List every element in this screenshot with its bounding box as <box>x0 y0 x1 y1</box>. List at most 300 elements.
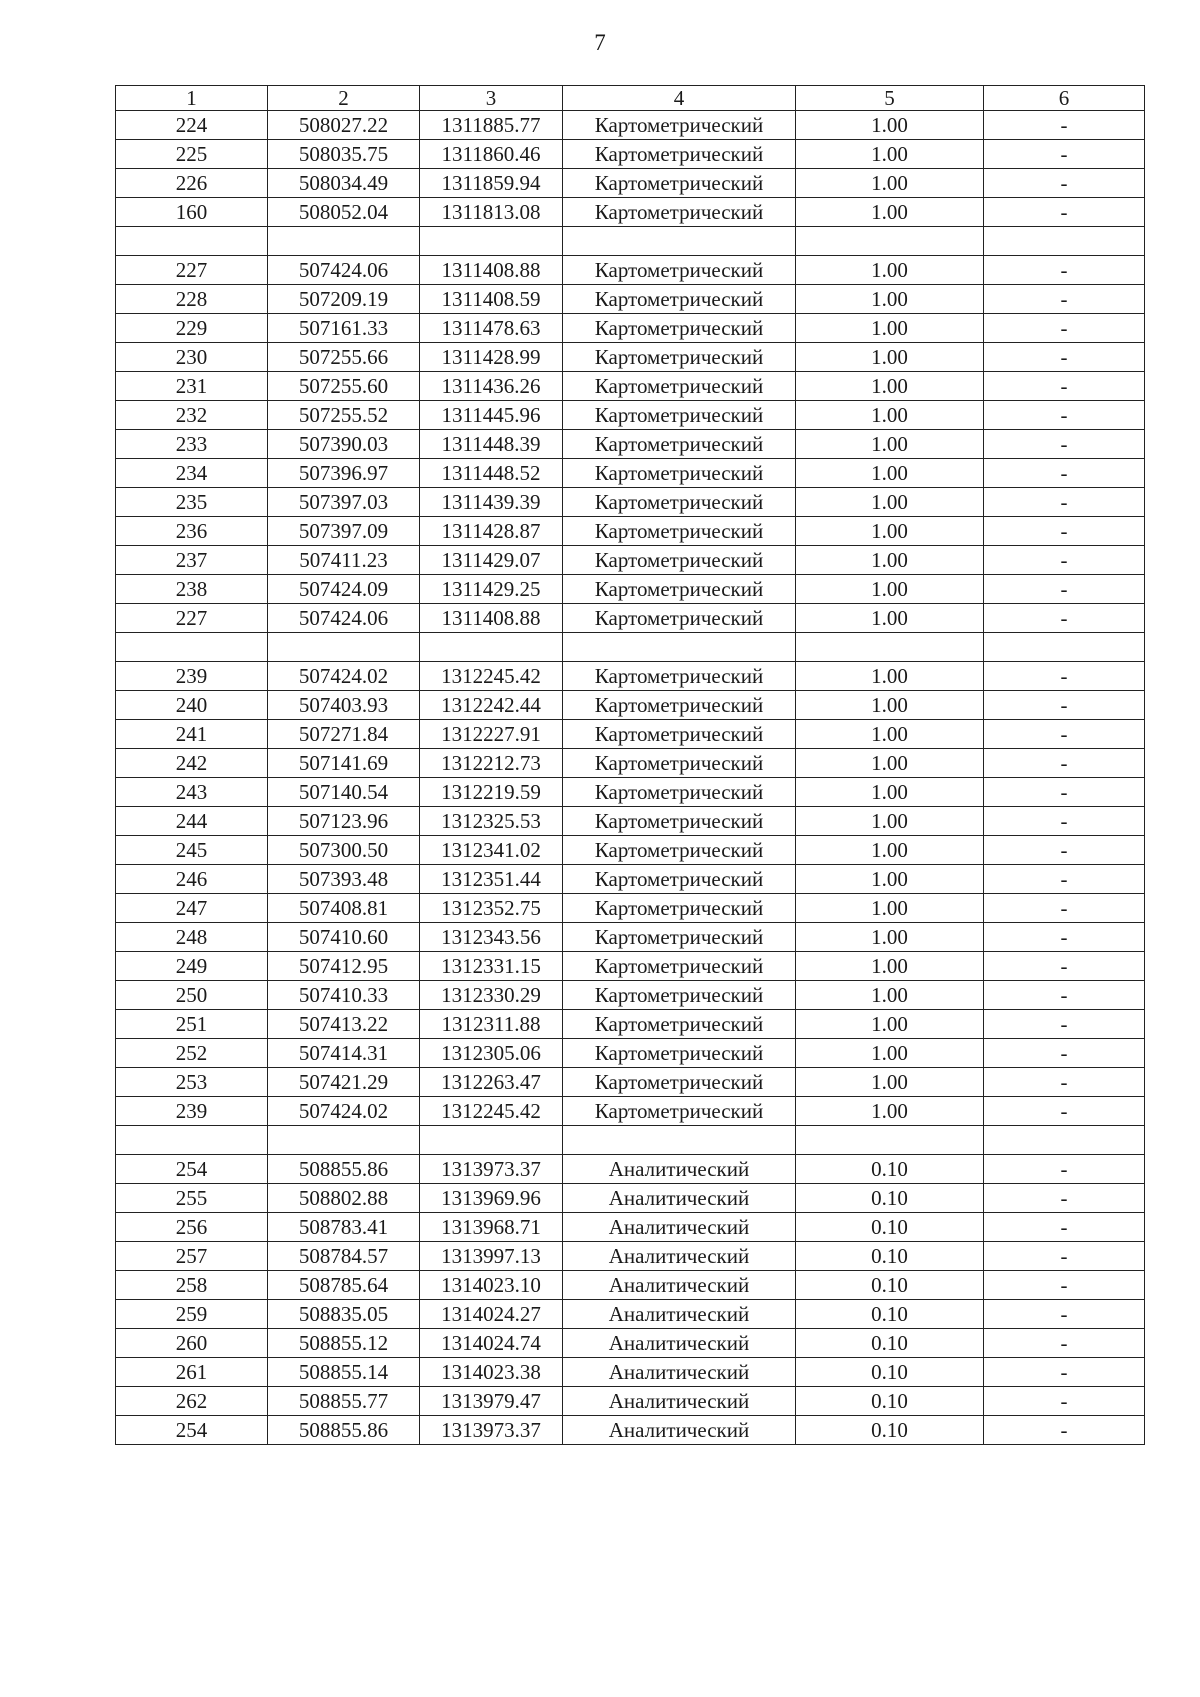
y-coordinate-cell: 1314023.38 <box>420 1358 563 1387</box>
x-coordinate-cell: 507390.03 <box>268 430 420 459</box>
table-row <box>116 546 1145 575</box>
note-cell: - <box>984 256 1145 285</box>
point-number-cell: 244 <box>116 807 268 836</box>
accuracy-cell: 1.00 <box>796 1039 984 1068</box>
x-coordinate-cell: 507424.06 <box>268 604 420 633</box>
column-header-5: 5 <box>796 86 984 111</box>
note-cell: - <box>984 198 1145 227</box>
x-coordinate-cell: 507408.81 <box>268 894 420 923</box>
point-number-cell: 256 <box>116 1213 268 1242</box>
note-cell <box>984 1126 1145 1155</box>
y-coordinate-cell: 1311408.88 <box>420 256 563 285</box>
y-coordinate-cell: 1312325.53 <box>420 807 563 836</box>
x-coordinate-cell: 507271.84 <box>268 720 420 749</box>
accuracy-cell: 1.00 <box>796 778 984 807</box>
accuracy-cell <box>796 633 984 662</box>
table-row <box>116 1300 1145 1329</box>
accuracy-cell: 1.00 <box>796 894 984 923</box>
accuracy-cell: 1.00 <box>796 314 984 343</box>
y-coordinate-cell: 1311885.77 <box>420 111 563 140</box>
x-coordinate-cell: 507393.48 <box>268 865 420 894</box>
method-cell: Аналитический <box>563 1184 796 1213</box>
coordinates-table <box>115 85 1145 1445</box>
point-number-cell: 237 <box>116 546 268 575</box>
accuracy-cell: 1.00 <box>796 1097 984 1126</box>
point-number-cell: 254 <box>116 1155 268 1184</box>
note-cell: - <box>984 459 1145 488</box>
method-cell <box>563 227 796 256</box>
table-row <box>116 575 1145 604</box>
point-number-cell: 249 <box>116 952 268 981</box>
point-number-cell <box>116 633 268 662</box>
point-number-cell: 259 <box>116 1300 268 1329</box>
note-cell: - <box>984 836 1145 865</box>
method-cell: Картометрический <box>563 952 796 981</box>
note-cell: - <box>984 401 1145 430</box>
method-cell: Картометрический <box>563 169 796 198</box>
note-cell: - <box>984 691 1145 720</box>
point-number-cell: 250 <box>116 981 268 1010</box>
point-number-cell: 241 <box>116 720 268 749</box>
method-cell: Картометрический <box>563 923 796 952</box>
note-cell: - <box>984 1097 1145 1126</box>
y-coordinate-cell: 1312245.42 <box>420 662 563 691</box>
note-cell: - <box>984 1416 1145 1445</box>
accuracy-cell: 1.00 <box>796 952 984 981</box>
point-number-cell: 262 <box>116 1387 268 1416</box>
accuracy-cell: 1.00 <box>796 749 984 778</box>
y-coordinate-cell: 1311478.63 <box>420 314 563 343</box>
table-row <box>116 778 1145 807</box>
method-cell: Картометрический <box>563 372 796 401</box>
point-number-cell: 252 <box>116 1039 268 1068</box>
method-cell: Картометрический <box>563 575 796 604</box>
table-row <box>116 749 1145 778</box>
y-coordinate-cell: 1313979.47 <box>420 1387 563 1416</box>
separator-row <box>116 227 1145 256</box>
x-coordinate-cell: 508855.14 <box>268 1358 420 1387</box>
note-cell: - <box>984 807 1145 836</box>
y-coordinate-cell: 1312331.15 <box>420 952 563 981</box>
accuracy-cell: 1.00 <box>796 198 984 227</box>
note-cell: - <box>984 314 1145 343</box>
separator-row <box>116 633 1145 662</box>
accuracy-cell: 1.00 <box>796 372 984 401</box>
x-coordinate-cell: 507397.03 <box>268 488 420 517</box>
accuracy-cell: 0.10 <box>796 1271 984 1300</box>
accuracy-cell: 1.00 <box>796 604 984 633</box>
point-number-cell: 239 <box>116 1097 268 1126</box>
method-cell: Картометрический <box>563 836 796 865</box>
accuracy-cell: 1.00 <box>796 256 984 285</box>
x-coordinate-cell: 507414.31 <box>268 1039 420 1068</box>
x-coordinate-cell: 507413.22 <box>268 1010 420 1039</box>
note-cell: - <box>984 1242 1145 1271</box>
table-row <box>116 1155 1145 1184</box>
note-cell: - <box>984 285 1145 314</box>
point-number-cell: 232 <box>116 401 268 430</box>
x-coordinate-cell: 507424.06 <box>268 256 420 285</box>
point-number-cell: 234 <box>116 459 268 488</box>
y-coordinate-cell: 1311408.59 <box>420 285 563 314</box>
x-coordinate-cell: 507255.66 <box>268 343 420 372</box>
accuracy-cell: 1.00 <box>796 401 984 430</box>
point-number-cell: 251 <box>116 1010 268 1039</box>
note-cell: - <box>984 546 1145 575</box>
x-coordinate-cell: 507161.33 <box>268 314 420 343</box>
column-header-1: 1 <box>116 86 268 111</box>
separator-row <box>116 1126 1145 1155</box>
point-number-cell: 258 <box>116 1271 268 1300</box>
y-coordinate-cell: 1312245.42 <box>420 1097 563 1126</box>
note-cell: - <box>984 1213 1145 1242</box>
y-coordinate-cell: 1311445.96 <box>420 401 563 430</box>
x-coordinate-cell: 507410.33 <box>268 981 420 1010</box>
x-coordinate-cell: 507412.95 <box>268 952 420 981</box>
table-row <box>116 1068 1145 1097</box>
table-row <box>116 662 1145 691</box>
table-row <box>116 488 1145 517</box>
method-cell: Картометрический <box>563 256 796 285</box>
accuracy-cell: 0.10 <box>796 1358 984 1387</box>
accuracy-cell: 1.00 <box>796 517 984 546</box>
table-row <box>116 140 1145 169</box>
note-cell: - <box>984 894 1145 923</box>
point-number-cell: 243 <box>116 778 268 807</box>
x-coordinate-cell: 508035.75 <box>268 140 420 169</box>
table-row <box>116 1184 1145 1213</box>
note-cell: - <box>984 430 1145 459</box>
table-row <box>116 285 1145 314</box>
method-cell: Картометрический <box>563 459 796 488</box>
method-cell: Аналитический <box>563 1242 796 1271</box>
accuracy-cell: 1.00 <box>796 923 984 952</box>
note-cell: - <box>984 952 1145 981</box>
x-coordinate-cell: 508855.86 <box>268 1155 420 1184</box>
column-header-3: 3 <box>420 86 563 111</box>
y-coordinate-cell: 1312305.06 <box>420 1039 563 1068</box>
accuracy-cell: 0.10 <box>796 1416 984 1445</box>
method-cell: Картометрический <box>563 285 796 314</box>
table-row <box>116 459 1145 488</box>
x-coordinate-cell: 507424.02 <box>268 662 420 691</box>
method-cell: Аналитический <box>563 1387 796 1416</box>
point-number-cell: 230 <box>116 343 268 372</box>
point-number-cell: 260 <box>116 1329 268 1358</box>
y-coordinate-cell: 1311428.99 <box>420 343 563 372</box>
point-number-cell: 240 <box>116 691 268 720</box>
y-coordinate-cell: 1314024.27 <box>420 1300 563 1329</box>
note-cell: - <box>984 1358 1145 1387</box>
x-coordinate-cell: 507410.60 <box>268 923 420 952</box>
point-number-cell: 227 <box>116 604 268 633</box>
y-coordinate-cell: 1311448.39 <box>420 430 563 459</box>
note-cell: - <box>984 343 1145 372</box>
accuracy-cell: 0.10 <box>796 1213 984 1242</box>
accuracy-cell: 1.00 <box>796 546 984 575</box>
point-number-cell: 235 <box>116 488 268 517</box>
accuracy-cell <box>796 227 984 256</box>
note-cell: - <box>984 1068 1145 1097</box>
y-coordinate-cell: 1312227.91 <box>420 720 563 749</box>
point-number-cell: 239 <box>116 662 268 691</box>
method-cell: Картометрический <box>563 778 796 807</box>
method-cell: Картометрический <box>563 140 796 169</box>
x-coordinate-cell: 507255.60 <box>268 372 420 401</box>
method-cell: Картометрический <box>563 749 796 778</box>
table-row <box>116 952 1145 981</box>
column-header-4: 4 <box>563 86 796 111</box>
point-number-cell: 226 <box>116 169 268 198</box>
point-number-cell: 246 <box>116 865 268 894</box>
y-coordinate-cell: 1312341.02 <box>420 836 563 865</box>
x-coordinate-cell: 507424.02 <box>268 1097 420 1126</box>
method-cell: Аналитический <box>563 1329 796 1358</box>
method-cell: Аналитический <box>563 1213 796 1242</box>
x-coordinate-cell: 507411.23 <box>268 546 420 575</box>
method-cell: Картометрический <box>563 401 796 430</box>
method-cell <box>563 1126 796 1155</box>
accuracy-cell: 1.00 <box>796 807 984 836</box>
table-row <box>116 169 1145 198</box>
table-row <box>116 1416 1145 1445</box>
y-coordinate-cell: 1314024.74 <box>420 1329 563 1358</box>
table-row <box>116 314 1145 343</box>
page-number: 7 <box>594 30 606 55</box>
method-cell: Картометрический <box>563 1010 796 1039</box>
accuracy-cell: 0.10 <box>796 1387 984 1416</box>
accuracy-cell: 1.00 <box>796 1068 984 1097</box>
y-coordinate-cell: 1311429.25 <box>420 575 563 604</box>
y-coordinate-cell: 1313973.37 <box>420 1155 563 1184</box>
note-cell: - <box>984 778 1145 807</box>
method-cell: Аналитический <box>563 1155 796 1184</box>
table-row <box>116 865 1145 894</box>
point-number-cell: 238 <box>116 575 268 604</box>
table-row <box>116 1329 1145 1358</box>
note-cell: - <box>984 1387 1145 1416</box>
accuracy-cell: 1.00 <box>796 836 984 865</box>
column-header-6: 6 <box>984 86 1145 111</box>
note-cell: - <box>984 169 1145 198</box>
accuracy-cell: 1.00 <box>796 488 984 517</box>
accuracy-cell: 1.00 <box>796 430 984 459</box>
x-coordinate-cell: 508052.04 <box>268 198 420 227</box>
table-row <box>116 1097 1145 1126</box>
y-coordinate-cell: 1312343.56 <box>420 923 563 952</box>
accuracy-cell: 1.00 <box>796 662 984 691</box>
table-row <box>116 1387 1145 1416</box>
point-number-cell: 231 <box>116 372 268 401</box>
table-row <box>116 517 1145 546</box>
method-cell: Картометрический <box>563 604 796 633</box>
x-coordinate-cell: 507424.09 <box>268 575 420 604</box>
y-coordinate-cell: 1311448.52 <box>420 459 563 488</box>
y-coordinate-cell: 1313973.37 <box>420 1416 563 1445</box>
column-header-2: 2 <box>268 86 420 111</box>
y-coordinate-cell: 1312351.44 <box>420 865 563 894</box>
method-cell: Картометрический <box>563 720 796 749</box>
x-coordinate-cell: 507209.19 <box>268 285 420 314</box>
method-cell: Картометрический <box>563 546 796 575</box>
method-cell: Картометрический <box>563 343 796 372</box>
method-cell: Картометрический <box>563 430 796 459</box>
y-coordinate-cell: 1311860.46 <box>420 140 563 169</box>
table-row <box>116 1039 1145 1068</box>
y-coordinate-cell: 1312219.59 <box>420 778 563 807</box>
y-coordinate-cell: 1311428.87 <box>420 517 563 546</box>
note-cell: - <box>984 517 1145 546</box>
x-coordinate-cell: 507300.50 <box>268 836 420 865</box>
x-coordinate-cell <box>268 227 420 256</box>
method-cell: Картометрический <box>563 198 796 227</box>
x-coordinate-cell: 508034.49 <box>268 169 420 198</box>
note-cell: - <box>984 865 1145 894</box>
method-cell: Аналитический <box>563 1416 796 1445</box>
table-row <box>116 807 1145 836</box>
note-cell: - <box>984 1271 1145 1300</box>
y-coordinate-cell: 1312352.75 <box>420 894 563 923</box>
note-cell: - <box>984 923 1145 952</box>
method-cell: Картометрический <box>563 314 796 343</box>
method-cell: Картометрический <box>563 691 796 720</box>
y-coordinate-cell: 1312242.44 <box>420 691 563 720</box>
note-cell <box>984 227 1145 256</box>
table-row <box>116 401 1145 430</box>
note-cell: - <box>984 1329 1145 1358</box>
accuracy-cell: 0.10 <box>796 1242 984 1271</box>
point-number-cell: 255 <box>116 1184 268 1213</box>
table-header-row <box>116 86 1145 111</box>
y-coordinate-cell <box>420 633 563 662</box>
table-row <box>116 923 1145 952</box>
x-coordinate-cell: 508855.12 <box>268 1329 420 1358</box>
y-coordinate-cell: 1311429.07 <box>420 546 563 575</box>
x-coordinate-cell: 508783.41 <box>268 1213 420 1242</box>
y-coordinate-cell <box>420 227 563 256</box>
x-coordinate-cell: 507141.69 <box>268 749 420 778</box>
point-number-cell: 233 <box>116 430 268 459</box>
point-number-cell: 242 <box>116 749 268 778</box>
accuracy-cell: 0.10 <box>796 1329 984 1358</box>
table-row <box>116 981 1145 1010</box>
table-row <box>116 604 1145 633</box>
x-coordinate-cell: 508802.88 <box>268 1184 420 1213</box>
accuracy-cell <box>796 1126 984 1155</box>
note-cell: - <box>984 981 1145 1010</box>
x-coordinate-cell: 508784.57 <box>268 1242 420 1271</box>
y-coordinate-cell: 1313968.71 <box>420 1213 563 1242</box>
note-cell: - <box>984 1300 1145 1329</box>
note-cell: - <box>984 372 1145 401</box>
note-cell: - <box>984 1010 1145 1039</box>
table-row <box>116 256 1145 285</box>
table-row <box>116 1213 1145 1242</box>
method-cell: Картометрический <box>563 1039 796 1068</box>
point-number-cell: 228 <box>116 285 268 314</box>
point-number-cell: 253 <box>116 1068 268 1097</box>
x-coordinate-cell: 508835.05 <box>268 1300 420 1329</box>
x-coordinate-cell: 507255.52 <box>268 401 420 430</box>
y-coordinate-cell: 1313969.96 <box>420 1184 563 1213</box>
y-coordinate-cell: 1312311.88 <box>420 1010 563 1039</box>
accuracy-cell: 1.00 <box>796 1010 984 1039</box>
table-row <box>116 836 1145 865</box>
note-cell: - <box>984 662 1145 691</box>
y-coordinate-cell: 1312330.29 <box>420 981 563 1010</box>
table-row <box>116 1358 1145 1387</box>
method-cell: Картометрический <box>563 662 796 691</box>
method-cell: Картометрический <box>563 981 796 1010</box>
accuracy-cell: 0.10 <box>796 1184 984 1213</box>
point-number-cell: 257 <box>116 1242 268 1271</box>
note-cell: - <box>984 1155 1145 1184</box>
table-row <box>116 691 1145 720</box>
x-coordinate-cell: 507396.97 <box>268 459 420 488</box>
y-coordinate-cell: 1311436.26 <box>420 372 563 401</box>
x-coordinate-cell: 508027.22 <box>268 111 420 140</box>
point-number-cell: 160 <box>116 198 268 227</box>
accuracy-cell: 1.00 <box>796 140 984 169</box>
accuracy-cell: 1.00 <box>796 343 984 372</box>
x-coordinate-cell <box>268 633 420 662</box>
accuracy-cell: 1.00 <box>796 575 984 604</box>
method-cell: Картометрический <box>563 488 796 517</box>
point-number-cell: 227 <box>116 256 268 285</box>
accuracy-cell: 1.00 <box>796 169 984 198</box>
accuracy-cell: 1.00 <box>796 720 984 749</box>
table-row <box>116 430 1145 459</box>
point-number-cell: 224 <box>116 111 268 140</box>
x-coordinate-cell: 507397.09 <box>268 517 420 546</box>
method-cell: Картометрический <box>563 1097 796 1126</box>
note-cell: - <box>984 1039 1145 1068</box>
accuracy-cell: 1.00 <box>796 111 984 140</box>
table-row <box>116 343 1145 372</box>
table-row <box>116 894 1145 923</box>
accuracy-cell: 1.00 <box>796 459 984 488</box>
note-cell: - <box>984 111 1145 140</box>
x-coordinate-cell: 507140.54 <box>268 778 420 807</box>
point-number-cell: 225 <box>116 140 268 169</box>
accuracy-cell: 0.10 <box>796 1155 984 1184</box>
x-coordinate-cell: 507123.96 <box>268 807 420 836</box>
point-number-cell <box>116 227 268 256</box>
y-coordinate-cell: 1311813.08 <box>420 198 563 227</box>
method-cell: Картометрический <box>563 807 796 836</box>
method-cell: Аналитический <box>563 1271 796 1300</box>
accuracy-cell: 0.10 <box>796 1300 984 1329</box>
table-row <box>116 1010 1145 1039</box>
x-coordinate-cell: 508855.77 <box>268 1387 420 1416</box>
table-body <box>116 111 1145 1445</box>
x-coordinate-cell: 507421.29 <box>268 1068 420 1097</box>
table-row <box>116 111 1145 140</box>
note-cell: - <box>984 720 1145 749</box>
method-cell: Аналитический <box>563 1358 796 1387</box>
y-coordinate-cell: 1311859.94 <box>420 169 563 198</box>
note-cell: - <box>984 1184 1145 1213</box>
point-number-cell: 248 <box>116 923 268 952</box>
table-row <box>116 1242 1145 1271</box>
point-number-cell <box>116 1126 268 1155</box>
table-row <box>116 720 1145 749</box>
point-number-cell: 254 <box>116 1416 268 1445</box>
note-cell: - <box>984 575 1145 604</box>
method-cell: Картометрический <box>563 1068 796 1097</box>
y-coordinate-cell: 1314023.10 <box>420 1271 563 1300</box>
note-cell: - <box>984 488 1145 517</box>
